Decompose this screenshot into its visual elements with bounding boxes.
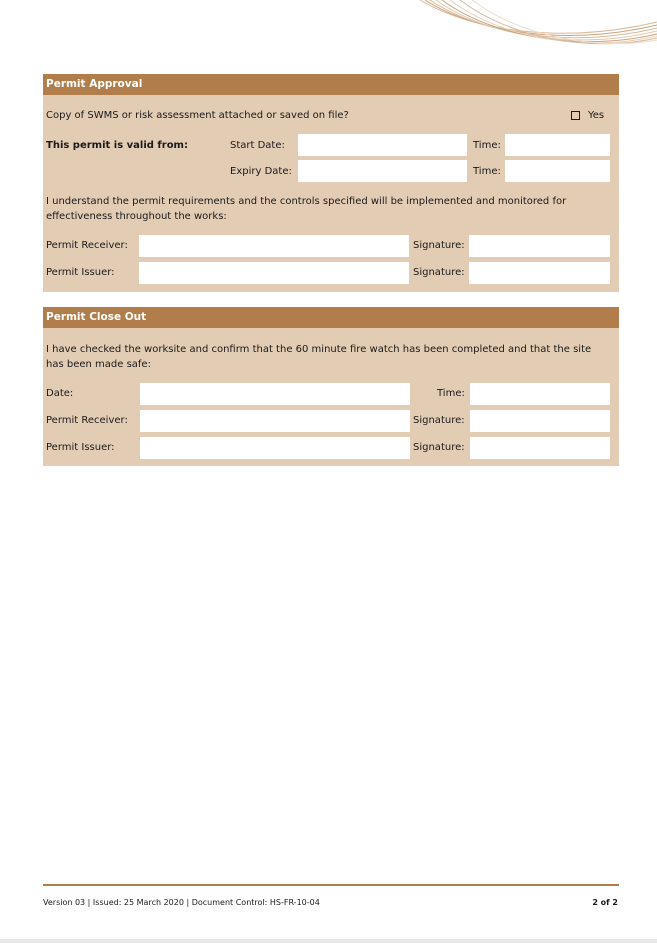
- close-receiver-signature-label: Signature:: [413, 415, 465, 426]
- expiry-date-label: Expiry Date:: [230, 166, 292, 177]
- close-time-field[interactable]: [470, 383, 610, 405]
- close-out-confirmation: I have checked the worksite and confirm that the 60 minute fire watch has been completed and that the site has been made safe:: [46, 344, 592, 370]
- approval-issuer-signature-field[interactable]: [469, 262, 610, 284]
- footer-document-info: Version 03 | Issued: 25 March 2020 | Document Control: HS-FR-10-04: [43, 898, 320, 907]
- permit-close-out-header: Permit Close Out: [43, 307, 619, 328]
- swms-yes-label: Yes: [588, 110, 605, 121]
- page-bottom-edge: [0, 939, 657, 943]
- approval-receiver-signature-label: Signature:: [413, 240, 465, 251]
- approval-receiver-signature-field[interactable]: [469, 235, 610, 257]
- close-receiver-label: Permit Receiver:: [46, 415, 128, 426]
- start-time-field[interactable]: [505, 134, 610, 156]
- permit-approval-section: [43, 74, 619, 292]
- start-date-label: Start Date:: [230, 140, 285, 151]
- expiry-time-field[interactable]: [505, 160, 610, 182]
- close-time-label: Time:: [437, 388, 465, 399]
- decorative-swoosh: [0, 0, 657, 60]
- start-date-field[interactable]: [298, 134, 467, 156]
- expiry-date-field[interactable]: [298, 160, 467, 182]
- close-issuer-label: Permit Issuer:: [46, 442, 115, 453]
- close-issuer-field[interactable]: [140, 437, 410, 459]
- valid-from-label: This permit is valid from:: [46, 140, 188, 151]
- approval-receiver-field[interactable]: [139, 235, 409, 257]
- permit-approval-header: Permit Approval: [43, 74, 619, 95]
- start-time-label: Time:: [473, 140, 501, 151]
- close-receiver-signature-field[interactable]: [470, 410, 610, 432]
- close-issuer-signature-label: Signature:: [413, 442, 465, 453]
- footer-page-number: 2 of 2: [592, 898, 618, 907]
- approval-receiver-label: Permit Receiver:: [46, 240, 128, 251]
- swms-yes-checkbox[interactable]: [571, 111, 580, 120]
- close-date-label: Date:: [46, 388, 74, 399]
- close-receiver-field[interactable]: [140, 410, 410, 432]
- approval-issuer-field[interactable]: [139, 262, 409, 284]
- close-date-field[interactable]: [140, 383, 410, 405]
- approval-issuer-signature-label: Signature:: [413, 267, 465, 278]
- expiry-time-label: Time:: [473, 166, 501, 177]
- understanding-statement: I understand the permit requirements and the controls specified will be implemented and monitored for effectiveness throughout the works:: [46, 196, 567, 222]
- close-issuer-signature-field[interactable]: [470, 437, 610, 459]
- permit-close-out-section: [43, 307, 619, 466]
- footer-divider: [43, 884, 619, 886]
- approval-issuer-label: Permit Issuer:: [46, 267, 115, 278]
- swms-question: Copy of SWMS or risk assessment attached or saved on file?: [46, 110, 349, 121]
